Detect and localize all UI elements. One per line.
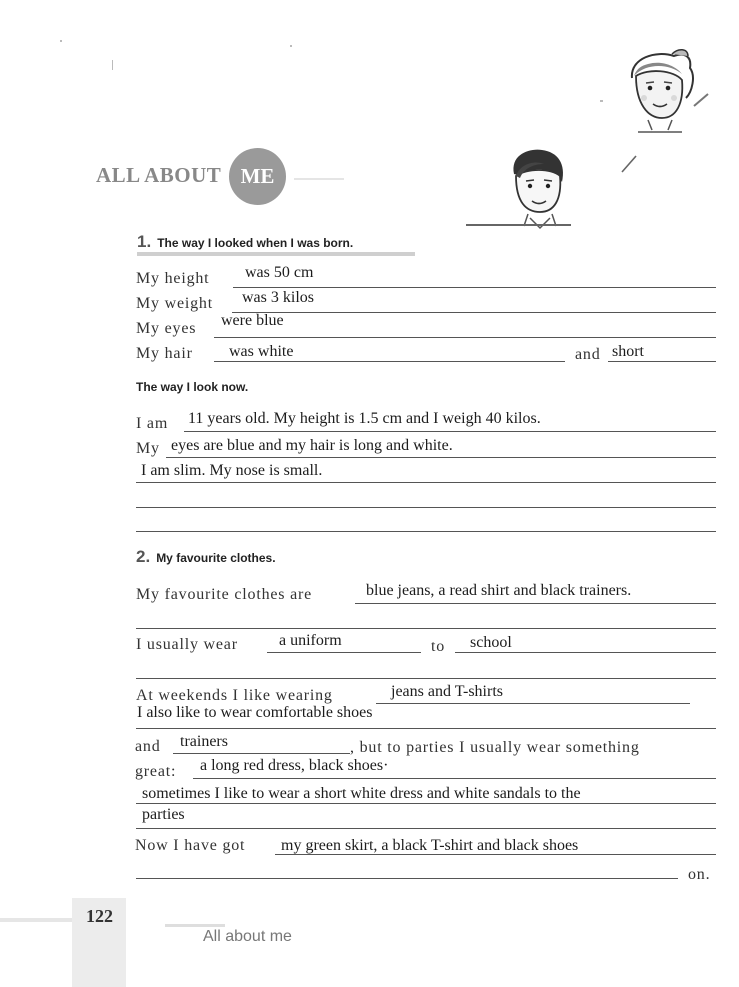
now-have-answer: my green skirt, a black T-shirt and black shoes xyxy=(281,837,579,854)
page-number: 122 xyxy=(86,906,113,926)
scan-speck xyxy=(112,60,113,70)
height-label: My height xyxy=(136,270,210,287)
now-line-1 xyxy=(184,431,716,432)
wear-place-line xyxy=(455,652,716,653)
section2-number: 2. xyxy=(136,547,151,566)
great-line xyxy=(193,778,716,779)
weekend-answer: jeans and T-shirts xyxy=(391,683,503,700)
great-answer-2: sometimes I like to wear a short white dress and white sandals to the xyxy=(142,785,581,802)
great-answer-3: parties xyxy=(142,806,185,823)
now-line-4 xyxy=(136,507,716,508)
wear-place: school xyxy=(470,634,512,651)
now-have-lead: Now I have got xyxy=(135,837,246,854)
page-title: ALL ABOUT xyxy=(96,163,222,187)
fav-line xyxy=(355,603,716,604)
scan-speck xyxy=(290,45,292,47)
weekend-answer-2: I also like to wear comfortable shoes xyxy=(137,704,373,721)
now-lead-my: My xyxy=(136,440,160,457)
now-answer-3: I am slim. My nose is small. xyxy=(141,462,323,479)
great-lead: great: xyxy=(135,763,177,780)
now-answer-2: eyes are blue and my hair is long and white. xyxy=(171,437,453,454)
girl-illustration xyxy=(618,46,714,136)
hair-connector: and xyxy=(575,346,601,363)
great-line-3 xyxy=(136,828,716,829)
hair-answer: was white xyxy=(229,343,294,360)
wear-to: to xyxy=(431,638,446,655)
height-answer: was 50 cm xyxy=(245,264,314,281)
now-have-line-2 xyxy=(136,878,678,879)
wear-lead: I usually wear xyxy=(136,636,238,653)
hair-answer2: short xyxy=(612,343,644,360)
now-line-5 xyxy=(136,531,716,532)
section1-number: 1. xyxy=(137,232,152,251)
now-line-3 xyxy=(136,482,716,483)
height-answer-line xyxy=(233,287,716,288)
hair-answer-line xyxy=(214,361,565,362)
weekend-line-2 xyxy=(136,728,716,729)
weight-answer: was 3 kilos xyxy=(242,289,314,306)
eyes-answer-line xyxy=(214,337,716,338)
eyes-answer: were blue xyxy=(221,312,284,329)
and-line xyxy=(173,753,350,754)
now-line-2 xyxy=(166,457,716,458)
weight-answer-line xyxy=(232,312,716,313)
footer-rule xyxy=(165,924,225,927)
scan-speck xyxy=(600,100,603,102)
section1-heading xyxy=(137,232,353,252)
and-answer: trainers xyxy=(180,733,228,750)
title-badge: ME xyxy=(229,148,286,205)
parties-text: , but to parties I usually wear something xyxy=(350,739,640,756)
wear-line xyxy=(267,652,421,653)
footer-bar xyxy=(0,918,78,922)
eyes-label: My eyes xyxy=(136,320,197,337)
section1-underline xyxy=(137,252,415,256)
on-text: on. xyxy=(688,866,711,883)
fav-line-2 xyxy=(136,628,716,629)
hair-answer2-line xyxy=(608,361,716,362)
wear-line-2 xyxy=(136,678,716,679)
weekend-lead: At weekends I like wearing xyxy=(136,687,333,704)
dash-mark xyxy=(620,152,640,176)
and-lead: and xyxy=(135,738,161,755)
great-answer: a long red dress, black shoes· xyxy=(200,757,389,774)
hair-label: My hair xyxy=(136,345,193,362)
section2-heading-text: My favourite clothes. xyxy=(156,551,276,565)
running-title: All about me xyxy=(203,928,292,945)
fav-answer: blue jeans, a read shirt and black trainers. xyxy=(366,582,632,599)
scan-speck xyxy=(60,40,62,42)
now-heading: The way I look now. xyxy=(136,380,249,394)
great-line-2 xyxy=(136,803,716,804)
now-answer-1: 11 years old. My height is 1.5 cm and I weigh 40 kilos. xyxy=(188,410,541,427)
weight-label: My weight xyxy=(136,295,213,312)
weekend-line xyxy=(376,703,690,704)
illustration-baseline xyxy=(466,224,571,226)
wear-answer: a uniform xyxy=(279,632,342,649)
fav-lead: My favourite clothes are xyxy=(136,586,313,603)
boy-illustration xyxy=(500,146,580,230)
title-rule xyxy=(294,178,344,180)
now-lead-i-am: I am xyxy=(136,415,169,432)
section1-heading-text: The way I looked when I was born. xyxy=(157,236,354,250)
section2-heading xyxy=(136,547,276,567)
